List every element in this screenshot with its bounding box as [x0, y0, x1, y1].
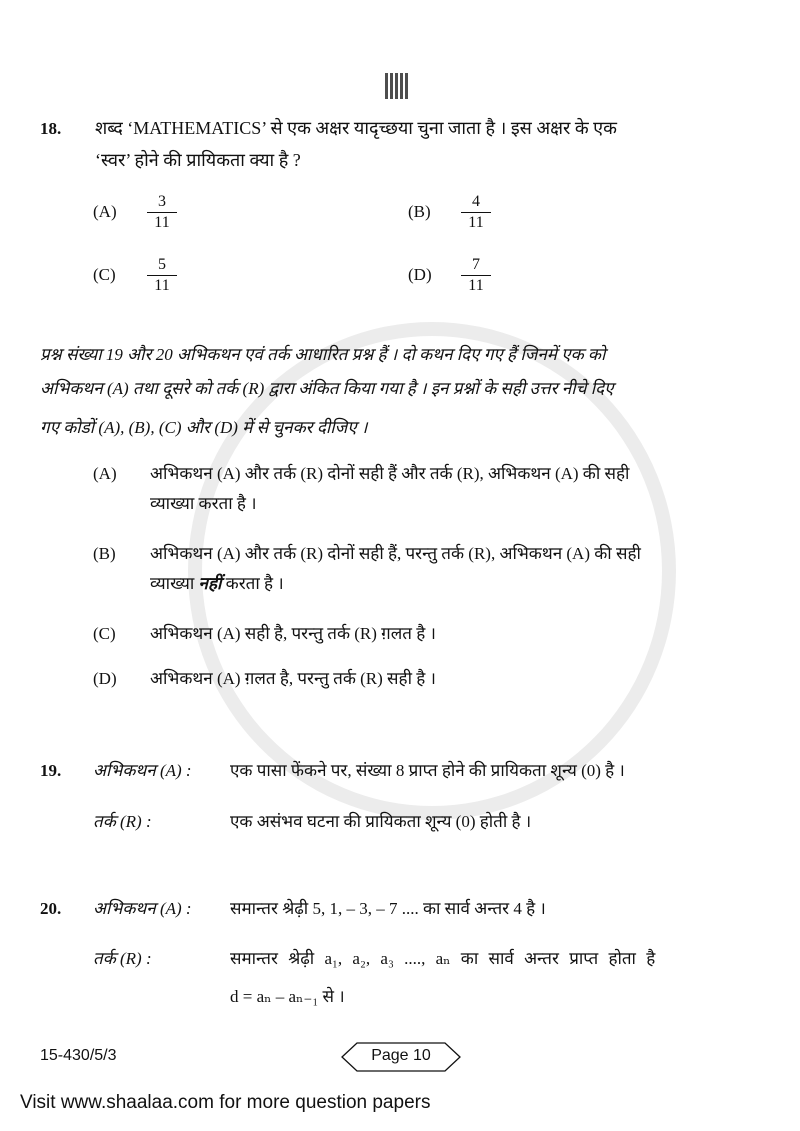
q18-option-d-fraction	[461, 255, 491, 296]
q20-number: 20.	[40, 899, 62, 918]
q18-number: 18.	[40, 119, 62, 138]
instructions-line3: गए कोडों (A), (B), (C) और (D) में से चुनकर दीजिए ।	[40, 418, 368, 437]
numerator: 5	[147, 255, 177, 276]
code-b-label: (B)	[93, 544, 116, 563]
q20-assertion-text: समान्तर श्रेढ़ी 5, 1, – 3, – 7 .... का सार्व अन्तर 4 है ।	[230, 899, 546, 918]
q20-reason-label: तर्क (R) :	[93, 949, 152, 968]
q18-option-a-fraction	[147, 192, 177, 233]
q19-assertion-label: अभिकथन (A) :	[93, 761, 192, 780]
code-c-row	[93, 621, 436, 644]
denominator: 11	[154, 277, 170, 294]
page-number: Page 10	[371, 1047, 431, 1064]
q20-reason-text-line2: d = aₙ – aₙ₋₁ से ।	[230, 987, 345, 1006]
code-d-row	[93, 666, 436, 689]
q18-text-line1: शब्द ‘MATHEMATICS’ से एक अक्षर यादृच्छया चुना जाता है । इस अक्षर के एक	[95, 118, 617, 138]
q19-reason-label: तर्क (R) :	[93, 812, 152, 831]
code-c-line1: अभिकथन (A) सही है, परन्तु तर्क (R) ग़लत है ।	[150, 624, 436, 643]
code-d-line1: अभिकथन (A) ग़लत है, परन्तु तर्क (R) सही है ।	[150, 669, 436, 688]
q19-reason-row	[93, 809, 531, 832]
numerator: 7	[461, 255, 491, 276]
q19-assertion-text: एक पासा फेंकने पर, संख्या 8 प्राप्त होने की प्रायिकता शून्य (0) है ।	[230, 761, 625, 780]
code-b-line2	[150, 571, 284, 594]
q18-option-a-label: (A)	[93, 202, 117, 221]
paper-code: 15-430/5/3	[40, 1047, 117, 1064]
q18-row1	[40, 116, 617, 140]
q18-option-c-fraction	[147, 255, 177, 296]
q19-number: 19.	[40, 761, 62, 780]
code-a-line2: व्याख्या करता है ।	[150, 494, 257, 513]
q18-text-line2: ‘स्वर’ होने की प्रायिकता क्या है ?	[95, 150, 301, 170]
code-b-line1: अभिकथन (A) और तर्क (R) दोनों सही हैं, परन्तु तर्क (R), अभिकथन (A) की सही	[150, 544, 641, 563]
numerator: 4	[461, 192, 491, 213]
code-d-label: (D)	[93, 669, 117, 688]
instructions-line1: प्रश्न संख्या 19 और 20 अभिकथन एवं तर्क आधारित प्रश्न हैं । दो कथन दिए गए हैं जिनमें एक को	[40, 345, 606, 364]
qr-code-icon	[385, 73, 409, 99]
code-b-row	[93, 541, 641, 564]
q18-option-c-label: (C)	[93, 265, 116, 284]
denominator: 11	[154, 214, 170, 231]
emphasis-not: नहीं	[198, 574, 222, 593]
code-a-line1: अभिकथन (A) और तर्क (R) दोनों सही हैं और तर्क (R), अभिकथन (A) की सही	[150, 464, 630, 483]
code-a-label: (A)	[93, 464, 117, 483]
q18-option-d-label: (D)	[408, 265, 432, 284]
q18-option-b-label: (B)	[408, 202, 431, 221]
instructions-line2: अभिकथन (A) तथा दूसरे को तर्क (R) द्वारा अंकित किया गया है । इन प्रश्नों के सही उत्तर नीचे दिए	[40, 379, 614, 398]
denominator: 11	[468, 277, 484, 294]
q19-assertion-row	[40, 758, 625, 781]
q20-reason-row	[93, 946, 655, 969]
text: करता है ।	[221, 574, 284, 593]
q20-assertion-label: अभिकथन (A) :	[93, 899, 192, 918]
q20-reason-text-line1: समान्तर श्रेढ़ी a₁, a₂, a₃ ...., aₙ का सार्व अन्तर प्राप्त होता है	[230, 949, 656, 968]
q18-option-b-fraction	[461, 192, 491, 233]
code-a-row	[93, 461, 629, 484]
code-c-label: (C)	[93, 624, 116, 643]
denominator: 11	[468, 214, 484, 231]
numerator: 3	[147, 192, 177, 213]
text: व्याख्या	[150, 574, 199, 593]
visit-link-text[interactable]: Visit www.shaalaa.com for more question papers	[20, 1092, 431, 1113]
q20-assertion-row	[40, 896, 546, 919]
q19-reason-text: एक असंभव घटना की प्रायिकता शून्य (0) होती है ।	[230, 812, 532, 831]
